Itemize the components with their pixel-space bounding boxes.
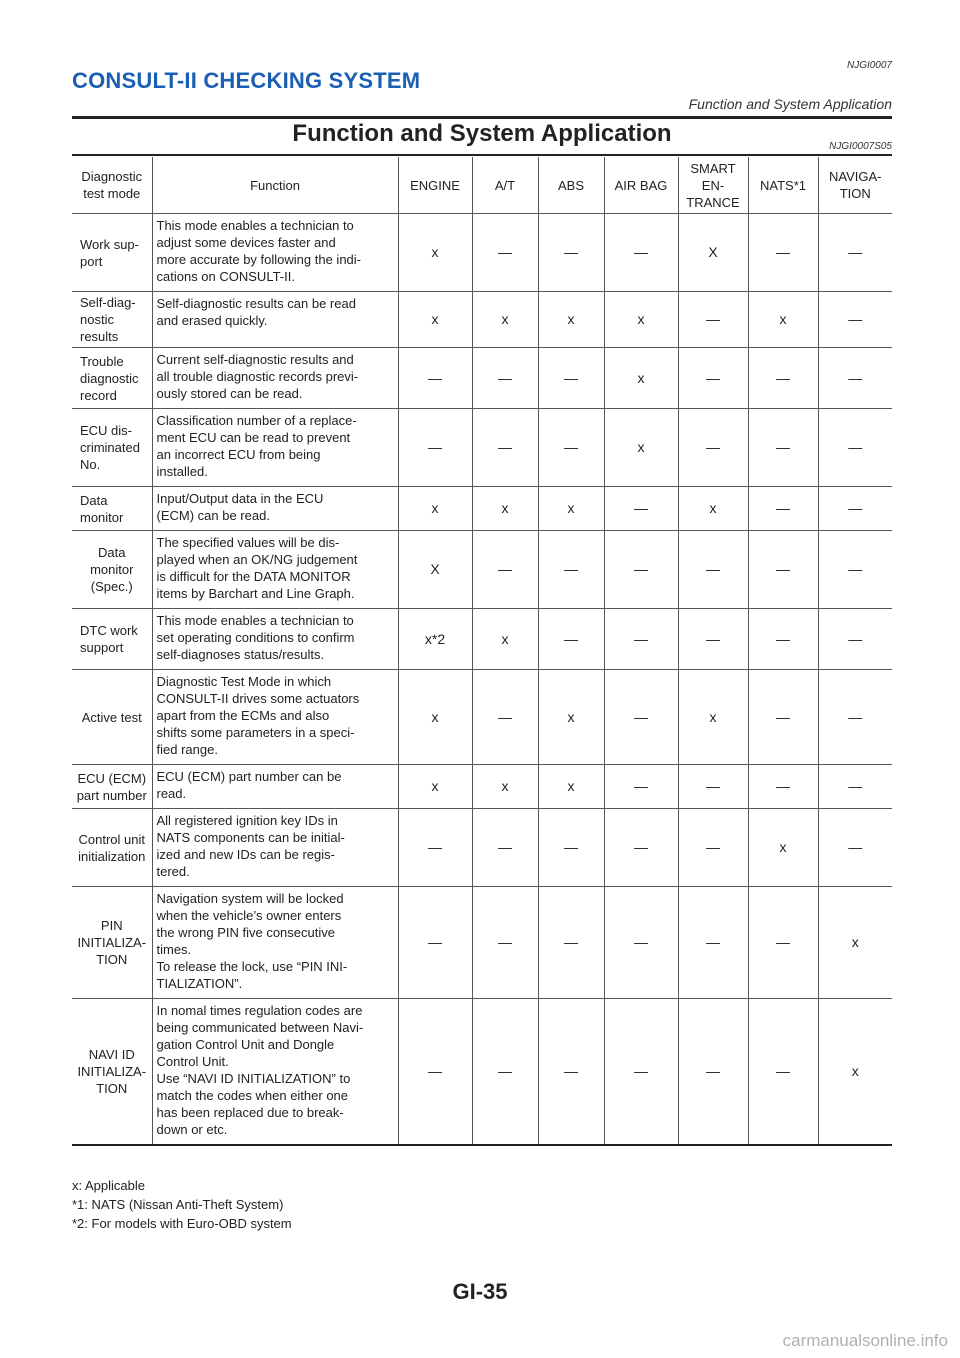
cell-abs: x [538, 765, 604, 809]
cell-smart-entrance: — [678, 765, 748, 809]
cell-abs: x [538, 487, 604, 531]
cell-at: — [472, 409, 538, 487]
cell-engine: x [398, 670, 472, 765]
cell-abs: — [538, 809, 604, 887]
row-function: The specified values will be dis- played when an OK/NG judgement is difficult for the DATA MONITOR items by Barchart and Line Graph. [152, 531, 398, 609]
header-navigation: NAVIGA- TION [818, 157, 892, 214]
cell-engine: x [398, 292, 472, 348]
row-function: This mode enables a technician to adjust some devices faster and more accurate by following the indi- cations on CONSULT-II. [152, 214, 398, 292]
cell-smart-entrance: — [678, 348, 748, 409]
document-code: NJGI0007 [846, 60, 892, 71]
header-abs: ABS [538, 157, 604, 214]
header-at: A/T [472, 157, 538, 214]
header-diagnostic-test-mode: Diagnostic test mode [72, 157, 152, 214]
table-row [72, 670, 892, 765]
table-row [72, 887, 892, 999]
cell-smart-entrance: — [678, 409, 748, 487]
table-row [72, 348, 892, 409]
cell-at: x [472, 765, 538, 809]
section-rule [72, 154, 892, 156]
cell-nats: x [748, 809, 818, 887]
cell-smart-entrance: — [678, 609, 748, 670]
cell-engine: — [398, 809, 472, 887]
row-mode: DTC work support [72, 609, 152, 670]
cell-abs: — [538, 531, 604, 609]
row-function: In nomal times regulation codes are being communicated between Navi- gation Control Unit and Dongle Control Unit. Use “NAVI ID INITIALIZATION” to match the codes when either one has been replaced due to break- down or etc. [152, 999, 398, 1146]
cell-air-bag: x [604, 409, 678, 487]
system-title: CONSULT-II CHECKING SYSTEM [72, 68, 421, 93]
cell-abs: — [538, 214, 604, 292]
cell-air-bag: — [604, 887, 678, 999]
cell-smart-entrance: — [678, 531, 748, 609]
row-mode: Data monitor (Spec.) [72, 531, 152, 609]
cell-air-bag: — [604, 531, 678, 609]
header-engine: ENGINE [398, 157, 472, 214]
row-function: Classification number of a replace- ment ECU can be read to prevent an incorrect ECU from being installed. [152, 409, 398, 487]
row-function: This mode enables a technician to set operating conditions to confirm self-diagnoses status/results. [152, 609, 398, 670]
cell-navigation: — [818, 487, 892, 531]
cell-smart-entrance: — [678, 809, 748, 887]
row-mode: NAVI ID INITIALIZA- TION [72, 999, 152, 1146]
cell-nats: x [748, 292, 818, 348]
cell-abs: x [538, 292, 604, 348]
table-notes [72, 1176, 292, 1233]
cell-engine: — [398, 999, 472, 1146]
table-row [72, 809, 892, 887]
table-row [72, 487, 892, 531]
cell-engine: x*2 [398, 609, 472, 670]
cell-abs: — [538, 348, 604, 409]
cell-air-bag: — [604, 487, 678, 531]
header-air-bag: AIR BAG [604, 157, 678, 214]
header-rule [72, 116, 892, 119]
cell-nats: — [748, 765, 818, 809]
cell-at: — [472, 348, 538, 409]
cell-abs: — [538, 887, 604, 999]
note-applicable: x: Applicable [72, 1178, 145, 1193]
row-function: Input/Output data in the ECU (ECM) can be read. [152, 487, 398, 531]
cell-at: — [472, 999, 538, 1146]
table-row [72, 214, 892, 292]
table-row [72, 999, 892, 1146]
row-mode: ECU dis- criminated No. [72, 409, 152, 487]
cell-abs: — [538, 609, 604, 670]
cell-air-bag: — [604, 214, 678, 292]
cell-navigation: — [818, 292, 892, 348]
cell-navigation: — [818, 809, 892, 887]
table-header-row [72, 157, 892, 214]
row-function: Navigation system will be locked when the vehicle’s owner enters the wrong PIN five consecutive times. To release the lock, use “PIN INI- TIALIZATION”. [152, 887, 398, 999]
row-function: ECU (ECM) part number can be read. [152, 765, 398, 809]
cell-nats: — [748, 670, 818, 765]
function-application-table [72, 157, 892, 1146]
cell-at: x [472, 292, 538, 348]
row-mode: Work sup- port [72, 214, 152, 292]
cell-nats: — [748, 409, 818, 487]
row-function: Self-diagnostic results can be read and erased quickly. [152, 292, 398, 348]
cell-nats: — [748, 609, 818, 670]
cell-at: x [472, 609, 538, 670]
row-function: Diagnostic Test Mode in which CONSULT-II drives some actuators apart from the ECMs and also shifts some parameters in a speci- fied range. [152, 670, 398, 765]
cell-air-bag: — [604, 765, 678, 809]
cell-smart-entrance: X [678, 214, 748, 292]
cell-air-bag: x [604, 292, 678, 348]
cell-smart-entrance: — [678, 887, 748, 999]
cell-navigation: — [818, 409, 892, 487]
cell-nats: — [748, 214, 818, 292]
row-mode: PIN INITIALIZA- TION [72, 887, 152, 999]
cell-at: x [472, 487, 538, 531]
table-row [72, 765, 892, 809]
cell-air-bag: — [604, 809, 678, 887]
table-row [72, 409, 892, 487]
cell-air-bag: x [604, 348, 678, 409]
cell-nats: — [748, 531, 818, 609]
cell-smart-entrance: — [678, 292, 748, 348]
cell-nats: — [748, 348, 818, 409]
row-mode: Self-diag- nostic results [72, 292, 152, 348]
table-row [72, 531, 892, 609]
cell-nats: — [748, 999, 818, 1146]
row-function: All registered ignition key IDs in NATS components can be initial- ized and new IDs can be regis- tered. [152, 809, 398, 887]
cell-engine: x [398, 214, 472, 292]
cell-navigation: — [818, 765, 892, 809]
cell-air-bag: — [604, 999, 678, 1146]
cell-abs: x [538, 670, 604, 765]
cell-engine: x [398, 765, 472, 809]
table-row [72, 609, 892, 670]
header-function: Function [152, 157, 398, 214]
cell-at: — [472, 670, 538, 765]
cell-smart-entrance: — [678, 999, 748, 1146]
cell-navigation: x [818, 887, 892, 999]
cell-navigation: — [818, 670, 892, 765]
cell-abs: — [538, 409, 604, 487]
cell-engine: X [398, 531, 472, 609]
row-mode: Active test [72, 670, 152, 765]
cell-smart-entrance: x [678, 670, 748, 765]
cell-navigation: x [818, 999, 892, 1146]
row-mode: ECU (ECM) part number [72, 765, 152, 809]
row-function: Current self-diagnostic results and all trouble diagnostic records previ- ously stored can be read. [152, 348, 398, 409]
row-mode: Data monitor [72, 487, 152, 531]
cell-engine: — [398, 409, 472, 487]
cell-nats: — [748, 487, 818, 531]
cell-air-bag: — [604, 609, 678, 670]
row-mode: Trouble diagnostic record [72, 348, 152, 409]
cell-abs: — [538, 999, 604, 1146]
cell-engine: — [398, 348, 472, 409]
note-euro-obd: *2: For models with Euro-OBD system [72, 1216, 292, 1231]
header-smart-entrance: SMART EN- TRANCE [678, 157, 748, 214]
cell-smart-entrance: x [678, 487, 748, 531]
page-number: GI-35 [452, 1279, 508, 1304]
cell-navigation: — [818, 531, 892, 609]
section-title: Function and System Application [292, 120, 672, 147]
cell-air-bag: — [604, 670, 678, 765]
cell-at: — [472, 531, 538, 609]
cell-engine: x [398, 487, 472, 531]
row-mode: Control unit initialization [72, 809, 152, 887]
cell-navigation: — [818, 214, 892, 292]
cell-at: — [472, 214, 538, 292]
table-row [72, 292, 892, 348]
running-subtitle: Function and System Application [688, 96, 892, 112]
section-code: NJGI0007S05 [829, 141, 892, 152]
note-nats: *1: NATS (Nissan Anti-Theft System) [72, 1197, 284, 1212]
cell-engine: — [398, 887, 472, 999]
cell-navigation: — [818, 609, 892, 670]
watermark: carmanualsonline.info [782, 1331, 948, 1350]
cell-at: — [472, 887, 538, 999]
cell-navigation: — [818, 348, 892, 409]
header-nats: NATS*1 [748, 157, 818, 214]
cell-nats: — [748, 887, 818, 999]
cell-at: — [472, 809, 538, 887]
